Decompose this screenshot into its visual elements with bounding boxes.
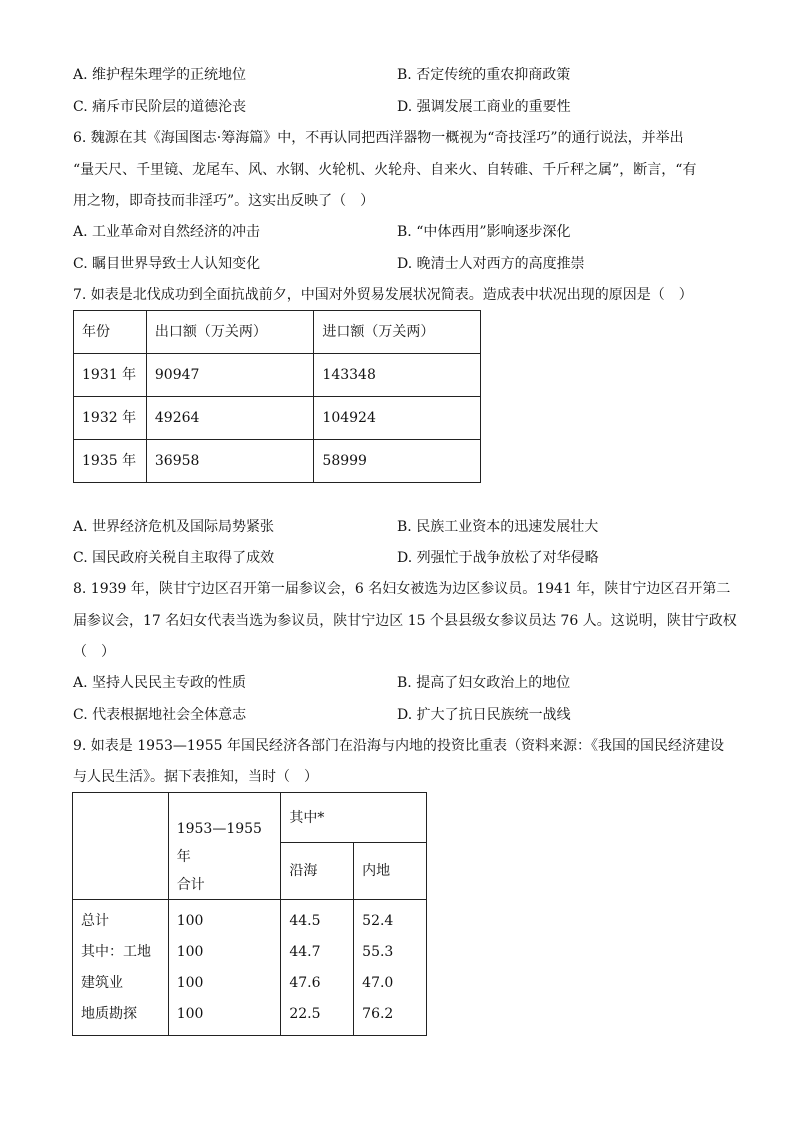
- cell-export: 36958: [146, 440, 314, 483]
- q5-option-b: B. 否定传统的重农抑商政策: [397, 67, 571, 83]
- header-total: [168, 793, 281, 900]
- sector-label: 其中：工地: [81, 944, 151, 960]
- column-sector: [73, 900, 169, 1036]
- total-value: 100: [176, 975, 204, 991]
- cell-import: 58999: [314, 440, 481, 483]
- inland-value: 76.2: [362, 1006, 394, 1022]
- q5-option-c: C. 痛斥市民阶层的道德沦丧: [73, 99, 247, 115]
- inland-value: 52.4: [362, 913, 394, 929]
- q6-option-a: A. 工业革命对自然经济的冲击: [73, 224, 261, 240]
- table-row: [74, 440, 481, 483]
- q8-stem-line1: 8. 1939 年，陕甘宁边区召开第一届参议会，6 名妇女被选为边区参议员。1941 年，陕甘宁边区召开第二: [73, 581, 731, 597]
- column-total: [168, 900, 281, 1036]
- total-value: 100: [176, 1006, 204, 1022]
- table-body-row: [73, 900, 427, 1036]
- header-coastal: 沿海: [281, 843, 354, 900]
- sector-label: 地质勘探: [81, 1006, 137, 1022]
- q5-option-d: D. 强调发展工商业的重要性: [397, 99, 571, 115]
- sector-label: 建筑业: [81, 975, 123, 991]
- coastal-value: 44.7: [289, 944, 321, 960]
- q6-stem-line2: “量天尺、千里镜、龙尾车、风、水钢、火轮机、火轮舟、自来火、自转碓、千斤秤之属”，断言，“有: [73, 162, 697, 178]
- total-value: 100: [176, 944, 204, 960]
- cell-year: 1932 年: [74, 397, 147, 440]
- coastal-value: 44.5: [289, 913, 321, 929]
- sector-label: 总计: [81, 913, 109, 929]
- cell-year: 1931 年: [74, 354, 147, 397]
- q8-option-c: C. 代表根据地社会全体意志: [73, 707, 247, 723]
- coastal-value: 47.6: [289, 975, 321, 991]
- table-row: [74, 354, 481, 397]
- q5-option-a: A. 维护程朱理学的正统地位: [73, 67, 247, 83]
- header-export: 出口额（万关两）: [146, 311, 314, 354]
- q7-stem: 7. 如表是北伐成功到全面抗战前夕，中国对外贸易发展状况简表。造成表中状况出现的原因是（ ）: [73, 287, 693, 303]
- cell-import: 143348: [314, 354, 481, 397]
- coastal-value: 22.5: [289, 1006, 321, 1022]
- column-coastal: [281, 900, 354, 1036]
- q8-stem-line2: 届参议会，17 名妇女代表当选为参议员，陕甘宁边区 15 个县县级女参议员达 76 人。这说明，陕甘宁政权: [73, 613, 737, 629]
- inland-value: 55.3: [362, 944, 394, 960]
- header-blank: [73, 793, 169, 900]
- q7-option-d: D. 列强忙于战争放松了对华侵略: [397, 550, 599, 566]
- header-total-line2: 合计: [176, 877, 205, 893]
- q6-option-b: B. “中体西用”影响逐步深化: [397, 224, 571, 240]
- header-of-which: 其中*: [281, 793, 427, 843]
- q6-option-c: C. 瞩目世界导致士人认知变化: [73, 256, 261, 272]
- header-import: 进口额（万关两）: [314, 311, 481, 354]
- cell-export: 49264: [146, 397, 314, 440]
- table-header-row: [73, 793, 427, 843]
- trade-table: [73, 310, 481, 483]
- q9-stem-line2: 与人民生活》。据下表推知，当时（ ）: [73, 769, 318, 785]
- q8-option-a: A. 坚持人民民主专政的性质: [73, 675, 247, 691]
- column-inland: [354, 900, 427, 1036]
- cell-import: 104924: [314, 397, 481, 440]
- q8-stem-line3: （ ）: [73, 644, 115, 660]
- table-header-row: [74, 311, 481, 354]
- q9-stem-line1: 9. 如表是 1953—1955 年国民经济各部门在沿海与内地的投资比重表（资料来源：《我国的国民经济建设: [73, 738, 724, 754]
- header-total-line1: 1953—1955 年: [176, 821, 262, 865]
- table-row: [74, 397, 481, 440]
- total-value: 100: [176, 913, 204, 929]
- q7-option-c: C. 国民政府关税自主取得了成效: [73, 550, 275, 566]
- investment-table: [72, 792, 427, 1036]
- q6-stem-line1: 6. 魏源在其《海国图志·筹海篇》中，不再认同把西洋器物一概视为“奇技淫巧”的通行说法，并举出: [73, 130, 684, 146]
- header-year: 年份: [74, 311, 147, 354]
- inland-value: 47.0: [362, 975, 394, 991]
- cell-year: 1935 年: [74, 440, 147, 483]
- q7-option-b: B. 民族工业资本的迅速发展壮大: [397, 519, 599, 535]
- q8-option-b: B. 提高了妇女政治上的地位: [397, 675, 571, 691]
- q7-option-a: A. 世界经济危机及国际局势紧张: [73, 519, 275, 535]
- q6-stem-line3: 用之物，即奇技而非淫巧”。这实出反映了（ ）: [73, 193, 375, 209]
- header-inland: 内地: [354, 843, 427, 900]
- cell-export: 90947: [146, 354, 314, 397]
- q8-option-d: D. 扩大了抗日民族统一战线: [397, 707, 571, 723]
- q6-option-d: D. 晚清士人对西方的高度推崇: [397, 256, 585, 272]
